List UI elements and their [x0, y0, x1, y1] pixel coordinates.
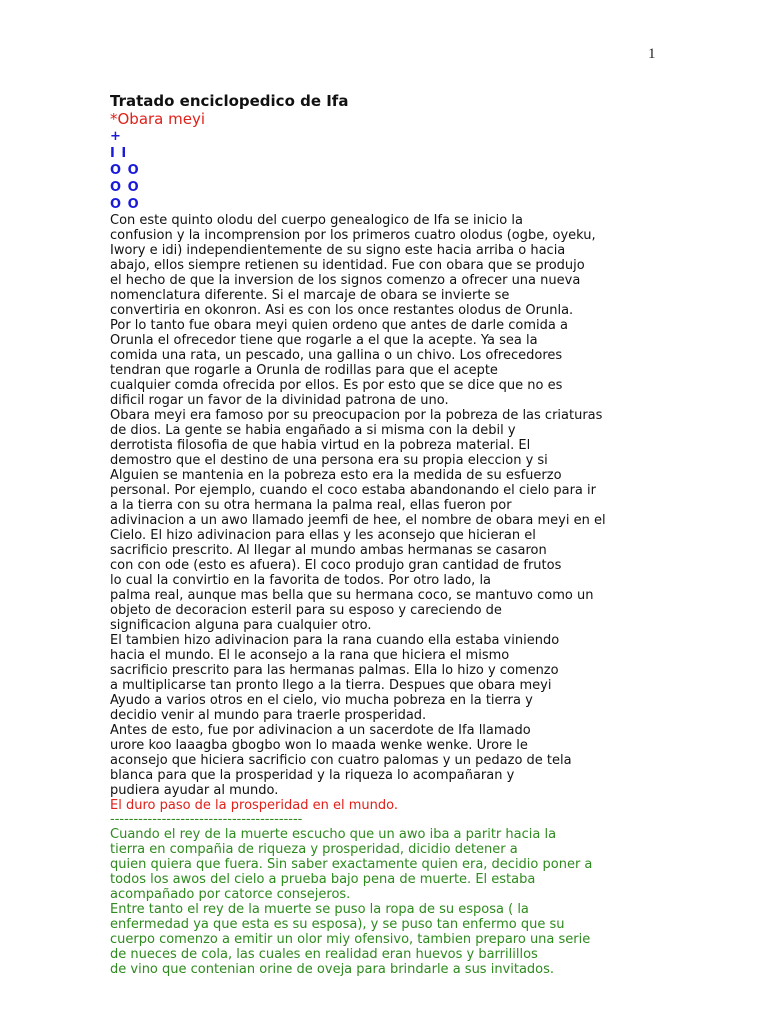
- text-line: de nueces de cola, las cuales en realidad eran huevos y barrilillos: [110, 947, 538, 962]
- text-line: objeto de decoracion esteril para su esposo y careciendo de: [110, 603, 502, 618]
- text-line: cualquier comda ofrecida por ellos. Es por esto que se dice que no es: [110, 378, 563, 393]
- text-line: Iwory e idi) independientemente de su signo este hacia arriba o hacia: [110, 243, 566, 258]
- paragraph: [110, 827, 750, 902]
- text-line: todos los awos del cielo a prueba bajo pena de muerte. El estaba: [110, 872, 536, 887]
- paragraph: [110, 723, 750, 798]
- text-line: abajo, ellos siempre retienen su identidad. Fue con obara que se produjo: [110, 258, 585, 273]
- text-line: Obara meyi era famoso por su preocupacion por la pobreza de las criaturas: [110, 408, 603, 423]
- text-line: palma real, aunque mas bella que su hermana coco, se mantuvo como un: [110, 588, 594, 603]
- text-line: enfermedad ya que esta es su esposa), y se puso tan enfermo que su: [110, 917, 565, 932]
- text-line: convertiria en okonron. Asi es con los once restantes olodus de Orunla.: [110, 303, 574, 318]
- text-line: Cuando el rey de la muerte escucho que un awo iba a paritr hacia la: [110, 827, 557, 842]
- paragraph: [110, 408, 750, 633]
- text-line: de vino que contenian orine de oveja para brindarle a sus invitados.: [110, 962, 555, 977]
- sign-line: +: [110, 129, 122, 144]
- sign-line: O O: [110, 163, 140, 178]
- text-line: El tambien hizo adivinacion para la rana cuando ella estaba viniendo: [110, 633, 560, 648]
- paragraph: [110, 902, 750, 977]
- page-number: 1: [648, 46, 656, 62]
- text-line: Ayudo a varios otros en el cielo, vio mucha pobreza en la tierra y: [110, 693, 533, 708]
- main-text: [110, 213, 750, 798]
- text-line: adivinacion a un awo llamado jeemfi de hee, el nombre de obara meyi en el: [110, 513, 606, 528]
- text-line: el hecho de que la inversion de los signos comenzo a ofrecer una nueva: [110, 273, 581, 288]
- text-line: sacrificio prescrito. Al llegar al mundo ambas hermanas se casaron: [110, 543, 547, 558]
- text-line: aconsejo que hiciera sacrificio con cuatro palomas y un pedazo de tela: [110, 753, 572, 768]
- text-line: quien quiera que fuera. Sin saber exactamente quien era, decidio poner a: [110, 857, 593, 872]
- text-line: derrotista filosofia de que habia virtud en la pobreza material. El: [110, 438, 531, 453]
- text-line: demostro que el destino de una persona era su propia eleccion y si: [110, 453, 548, 468]
- text-line: cuerpo comenzo a emitir un olor miy ofensivo, tambien preparo una serie: [110, 932, 591, 947]
- text-line: hacia el mundo. El le aconsejo a la rana que hiciera el mismo: [110, 648, 510, 663]
- text-line: dificil rogar un favor de la divinidad patrona de uno.: [110, 393, 449, 408]
- text-line: sacrificio prescrito para las hermanas palmas. Ella lo hizo y comenzo: [110, 663, 559, 678]
- text-line: de dios. La gente se habia engañado a si misma con la debil y: [110, 423, 516, 438]
- document-title: Tratado enciclopedico de Ifa: [110, 92, 349, 110]
- text-line: urore koo laaagba gbogbo won lo maada wenke wenke. Urore le: [110, 738, 528, 753]
- text-line: Por lo tanto fue obara meyi quien ordeno que antes de darle comida a: [110, 318, 568, 333]
- sign-line: O O: [110, 180, 140, 195]
- text-line: blanca para que la prosperidad y la riqueza lo acompañaran y: [110, 768, 515, 783]
- text-line: tendran que rogarle a Orunla de rodillas para que el acepte: [110, 363, 498, 378]
- document-body: [110, 92, 750, 977]
- text-line: confusion y la incomprension por los primeros cuatro olodus (ogbe, oyeku,: [110, 228, 596, 243]
- sign-line: I I: [110, 146, 128, 161]
- text-line: Alguien se mantenia en la pobreza esto era la medida de su esfuerzo: [110, 468, 562, 483]
- text-line: pudiera ayudar al mundo.: [110, 783, 279, 798]
- section-subtitle: *Obara meyi: [110, 110, 206, 128]
- ifa-sign: [110, 128, 750, 213]
- text-line: comida una rata, un pescado, una gallina o un chivo. Los ofrecedores: [110, 348, 563, 363]
- text-line: Antes de esto, fue por adivinacion a un sacerdote de Ifa llamado: [110, 723, 531, 738]
- paragraph: [110, 213, 750, 408]
- text-line: nomenclatura diferente. Si el marcaje de obara se invierte se: [110, 288, 510, 303]
- text-line: acompañado por catorce consejeros.: [110, 887, 351, 902]
- text-line: a multiplicarse tan pronto llego a la tierra. Despues que obara meyi: [110, 678, 552, 693]
- text-line: Orunla el ofrecedor tiene que rogarle a el que la acepte. Ya sea la: [110, 333, 538, 348]
- text-line: Cielo. El hizo adivinacion para ellas y les aconsejo que hicieran el: [110, 528, 536, 543]
- text-line: Con este quinto olodu del cuerpo genealogico de Ifa se inicio la: [110, 213, 523, 228]
- text-line: a la tierra con su otra hermana la palma real, ellas fueron por: [110, 498, 512, 513]
- text-line: Entre tanto el rey de la muerte se puso la ropa de su esposa ( la: [110, 902, 529, 917]
- text-line: con con ode (esto es afuera). El coco produjo gran cantidad de frutos: [110, 558, 562, 573]
- section-heading: El duro paso de la prosperidad en el mundo.: [110, 798, 398, 813]
- divider-line: -----------------------------------------: [110, 812, 303, 827]
- text-line: personal. Por ejemplo, cuando el coco estaba abandonando el cielo para ir: [110, 483, 596, 498]
- paragraph: [110, 633, 750, 723]
- text-line: lo cual la convirtio en la favorita de todos. Por otro lado, la: [110, 573, 492, 588]
- story-text: [110, 827, 750, 977]
- text-line: decidio venir al mundo para traerle prosperidad.: [110, 708, 427, 723]
- text-line: tierra en compañia de riqueza y prosperidad, dicidio detener a: [110, 842, 518, 857]
- sign-line: O O: [110, 197, 140, 212]
- text-line: significacion alguna para cualquier otro.: [110, 618, 372, 633]
